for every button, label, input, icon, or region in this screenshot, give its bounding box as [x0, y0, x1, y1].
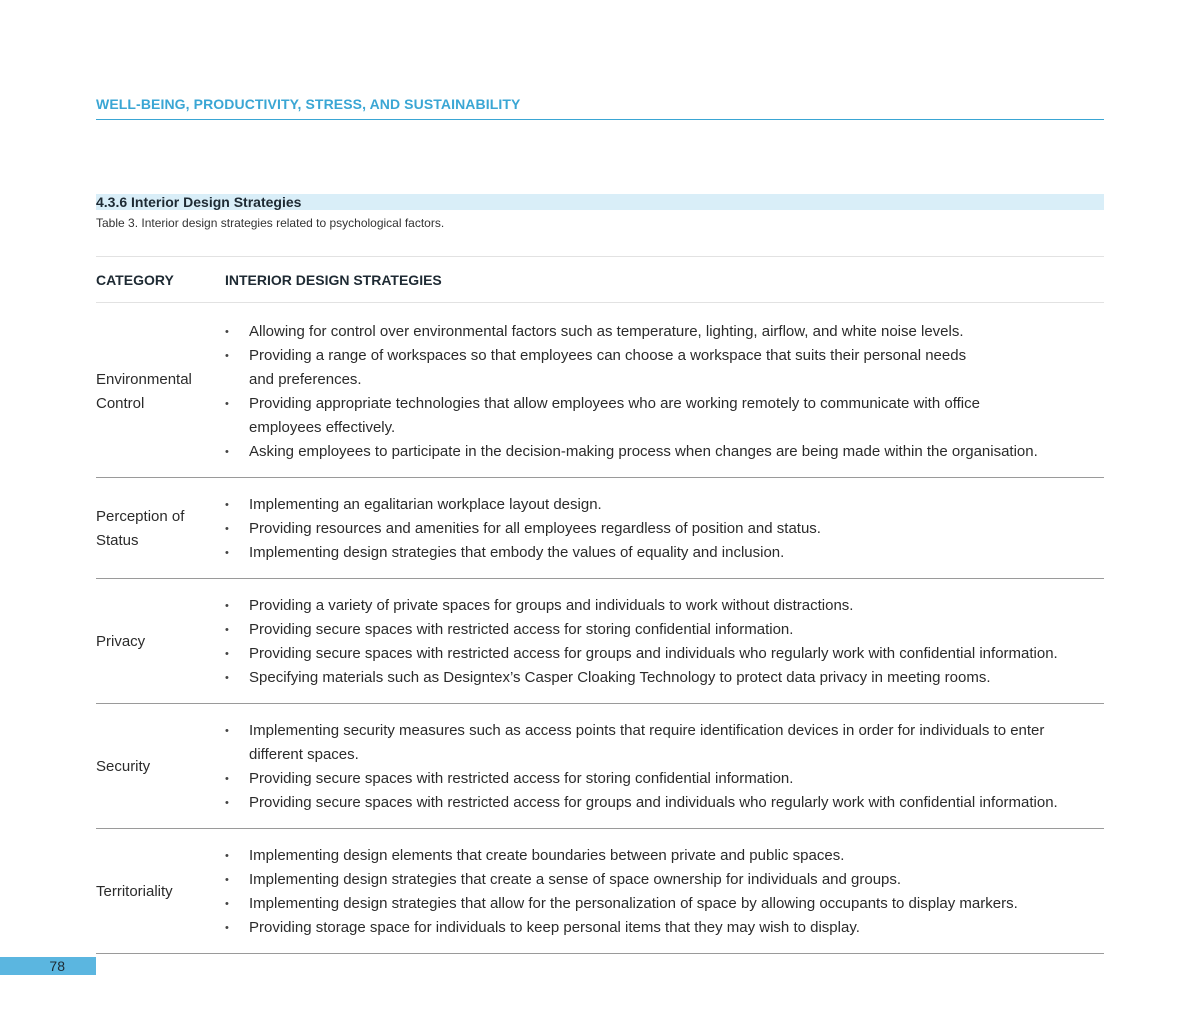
bullet-icon: •: [225, 398, 229, 410]
strategy-item: [225, 517, 1104, 541]
strategy-item: [225, 719, 1104, 767]
strategy-text: Providing secure spaces with restricted access for groups and individuals who regularly work with confidential information.: [249, 794, 1058, 811]
strategy-item: [225, 392, 1104, 440]
bullet-icon: •: [225, 672, 229, 684]
category-label-line: Environmental: [96, 371, 192, 388]
bullet-icon: •: [225, 547, 229, 559]
table-row: [96, 303, 1104, 478]
category-cell: [96, 755, 225, 779]
strategy-item: [225, 916, 1104, 940]
strategy-item: [225, 618, 1104, 642]
table-row: [96, 478, 1104, 579]
page-number: 78: [0, 957, 96, 975]
bullet-icon: •: [225, 446, 229, 458]
strategy-text: Providing resources and amenities for all employees regardless of position and status.: [249, 520, 821, 537]
bullet-icon: •: [225, 725, 229, 737]
bullet-icon: •: [225, 326, 229, 338]
table-header-row: [96, 257, 1104, 303]
strategy-text: Providing a variety of private spaces for groups and individuals to work without distractions.: [249, 597, 854, 614]
category-label-line: Control: [96, 395, 145, 412]
strategy-text: Providing secure spaces with restricted access for storing confidential information.: [249, 621, 794, 638]
bullet-icon: •: [225, 874, 229, 886]
strategy-item: [225, 594, 1104, 618]
bullet-icon: •: [225, 648, 229, 660]
strategy-text: Asking employees to participate in the decision-making process when changes are being made within the organisation.: [249, 443, 1038, 460]
table-caption: Table 3. Interior design strategies related to psychological factors.: [96, 216, 445, 230]
bullet-icon: •: [225, 797, 229, 809]
category-cell: [96, 630, 225, 654]
category-cell: [96, 368, 225, 416]
table-row: [96, 704, 1104, 829]
strategies-table: [96, 256, 1104, 954]
strategy-text: Providing a range of workspaces so that employees can choose a workspace that suits their personal needs and preferences.: [249, 347, 967, 388]
strategy-list: [225, 493, 1104, 565]
strategy-item: [225, 868, 1104, 892]
strategy-item: [225, 892, 1104, 916]
strategy-item: [225, 844, 1104, 868]
section-title: 4.3.6 Interior Design Strategies: [96, 194, 1104, 210]
strategy-text: Providing appropriate technologies that allow employees who are working remotely to communicate with office employees effectively.: [249, 395, 980, 436]
strategy-item: [225, 767, 1104, 791]
bullet-icon: •: [225, 499, 229, 511]
category-label-line: Status: [96, 532, 139, 549]
bullet-icon: •: [225, 350, 229, 362]
category-cell: [96, 505, 225, 553]
strategy-item: [225, 493, 1104, 517]
bullet-icon: •: [225, 523, 229, 535]
strategy-list: [225, 594, 1104, 690]
strategy-list: [225, 844, 1104, 940]
column-header-strategies: INTERIOR DESIGN STRATEGIES: [225, 271, 442, 288]
column-header-category: CATEGORY: [96, 271, 174, 288]
strategy-text: Providing secure spaces with restricted access for storing confidential information.: [249, 770, 794, 787]
strategy-item: [225, 791, 1104, 815]
strategy-item: [225, 320, 1104, 344]
category-cell: [96, 880, 225, 904]
strategy-item: [225, 541, 1104, 565]
table-row: [96, 829, 1104, 954]
strategy-text: Implementing design strategies that allow for the personalization of space by allowing occupants to display markers.: [249, 895, 1018, 912]
bullet-icon: •: [225, 624, 229, 636]
bullet-icon: •: [225, 773, 229, 785]
bullet-icon: •: [225, 922, 229, 934]
strategy-text: Implementing design elements that create boundaries between private and public spaces.: [249, 847, 845, 864]
strategy-item: [225, 642, 1104, 666]
strategy-text: Providing secure spaces with restricted access for groups and individuals who regularly work with confidential information.: [249, 645, 1058, 662]
strategy-item: [225, 344, 1104, 392]
strategy-list: [225, 320, 1104, 464]
bullet-icon: •: [225, 600, 229, 612]
strategy-text: Implementing an egalitarian workplace layout design.: [249, 496, 602, 513]
category-label-line: Territoriality: [96, 883, 173, 900]
strategy-text: Implementing design strategies that embody the values of equality and inclusion.: [249, 544, 785, 561]
running-header: WELL-BEING, PRODUCTIVITY, STRESS, AND SUSTAINABILITY: [96, 96, 1104, 120]
strategy-text: Allowing for control over environmental factors such as temperature, lighting, airflow, and white noise levels.: [249, 323, 964, 340]
strategy-text: Specifying materials such as Designtex’s Casper Cloaking Technology to protect data privacy in meeting rooms.: [249, 669, 991, 686]
category-label-line: Security: [96, 758, 151, 775]
strategy-list: [225, 719, 1104, 815]
bullet-icon: •: [225, 850, 229, 862]
strategy-item: [225, 440, 1104, 464]
category-label-line: Privacy: [96, 633, 146, 650]
strategy-text: Providing storage space for individuals to keep personal items that they may wish to display.: [249, 919, 860, 936]
strategy-text: Implementing security measures such as access points that require identification devices in order for individuals to enter different spaces.: [249, 722, 1045, 763]
bullet-icon: •: [225, 898, 229, 910]
strategy-item: [225, 666, 1104, 690]
category-label-line: Perception of: [96, 508, 185, 525]
table-row: [96, 579, 1104, 704]
strategy-text: Implementing design strategies that create a sense of space ownership for individuals and groups.: [249, 871, 902, 888]
